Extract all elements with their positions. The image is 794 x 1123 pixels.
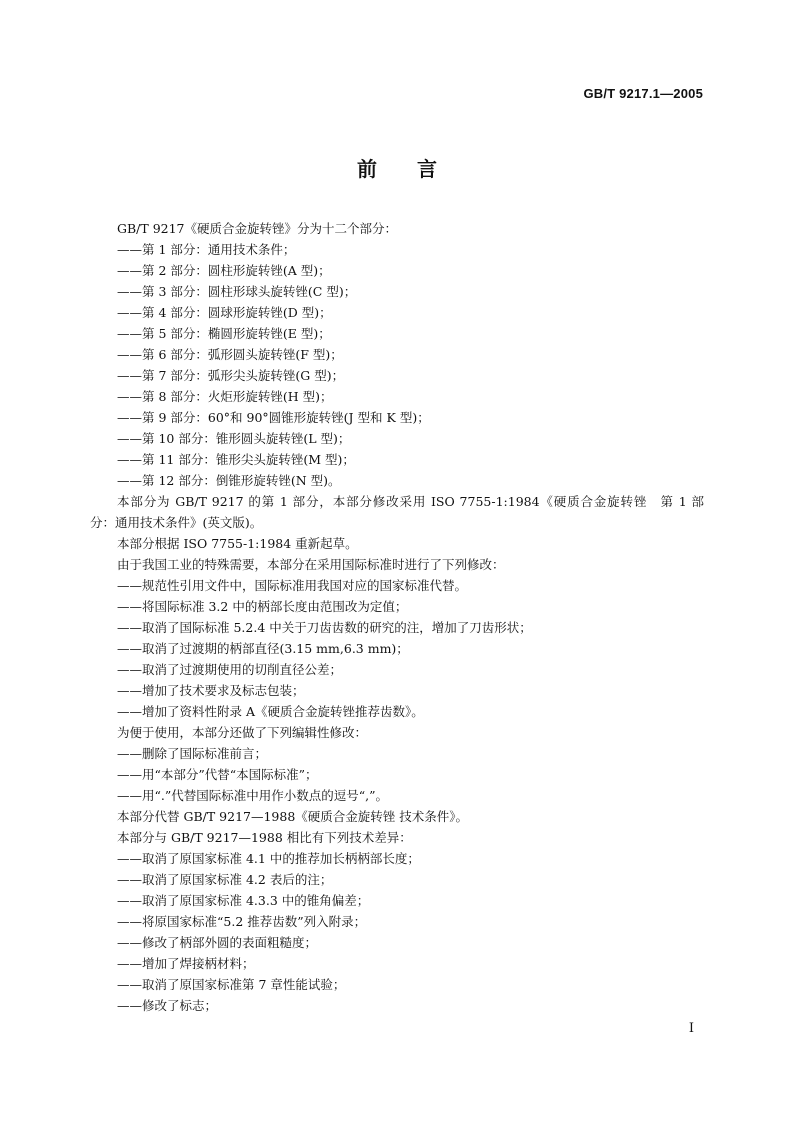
- list-item: ——第 1 部分：通用技术条件；: [117, 242, 296, 257]
- list-item: ——第 10 部分：锥形圆头旋转锉(L 型)；: [117, 431, 351, 446]
- list-item: ——取消了原国家标准第 7 章性能试验；: [117, 977, 346, 992]
- list-item: ——用“.”代替国际标准中用作小数点的逗号“,”。: [117, 788, 389, 803]
- paragraph-line: 本部分为 GB/T 9217 的第 1 部分，本部分修改采用 ISO 7755-1:1984《硬质合金旋转锉 第 1 部: [117, 494, 704, 509]
- list-item: ——将国际标准 3.2 中的柄部长度由范围改为定值；: [117, 599, 408, 614]
- list-item: ——规范性引用文件中，国际标准用我国对应的国家标准代替。: [117, 578, 468, 593]
- list-item: ——取消了原国家标准 4.1 中的推荐加长柄柄部长度；: [117, 851, 420, 866]
- list-item: ——取消了原国家标准 4.3.3 中的锥角偏差；: [117, 893, 370, 908]
- paragraph-line: 为便于使用，本部分还做了下列编辑性修改：: [117, 725, 368, 740]
- paragraph-line: 由于我国工业的特殊需要，本部分在采用国际标准时进行了下列修改：: [117, 557, 505, 572]
- list-item: ——修改了标志；: [117, 998, 218, 1013]
- list-item: ——取消了过渡期使用的切削直径公差；: [117, 662, 343, 677]
- list-item: ——增加了技术要求及标志包装；: [117, 683, 305, 698]
- list-item: ——第 12 部分：倒锥形旋转锉(N 型)。: [117, 473, 341, 488]
- list-item: ——第 7 部分：弧形尖头旋转锉(G 型)；: [117, 368, 345, 383]
- list-item: ——第 8 部分：火炬形旋转锉(H 型)；: [117, 389, 333, 404]
- list-item: ——将原国家标准“5.2 推荐齿数”列入附录；: [117, 914, 367, 929]
- page-number: I: [688, 1021, 694, 1036]
- list-item: ——删除了国际标准前言；: [117, 746, 268, 761]
- list-item: ——第 5 部分：椭圆形旋转锉(E 型)；: [117, 326, 331, 341]
- list-item: ——第 2 部分：圆柱形旋转锉(A 型)；: [117, 263, 331, 278]
- list-item: ——用“本部分”代替“本国际标准”；: [117, 767, 318, 782]
- paragraph-line: 分：通用技术条件》(英文版)。: [90, 515, 263, 530]
- list-item: ——取消了过渡期的柄部直径(3.15 mm,6.3 mm)；: [117, 641, 409, 656]
- list-item: ——修改了柄部外圆的表面粗糙度；: [117, 935, 318, 950]
- list-item: ——增加了焊接柄材料；: [117, 956, 255, 971]
- page-title: 前言: [357, 157, 477, 181]
- paragraph-line: 本部分代替 GB/T 9217—1988《硬质合金旋转锉 技术条件》。: [117, 809, 469, 824]
- document-body: [90, 218, 704, 1016]
- list-item: ——取消了国际标准 5.2.4 中关于刀齿齿数的研究的注，增加了刀齿形状；: [117, 620, 532, 635]
- list-item: ——第 11 部分：锥形尖头旋转锉(M 型)；: [117, 452, 355, 467]
- list-item: ——第 9 部分：60°和 90°圆锥形旋转锉(J 型和 K 型)；: [117, 410, 430, 425]
- list-item: ——第 4 部分：圆球形旋转锉(D 型)；: [117, 305, 332, 320]
- list-item: ——取消了原国家标准 4.2 表后的注；: [117, 872, 333, 887]
- paragraph-line: GB/T 9217《硬质合金旋转锉》分为十二个部分：: [117, 221, 398, 236]
- list-item: ——第 6 部分：弧形圆头旋转锉(F 型)；: [117, 347, 343, 362]
- list-item: ——第 3 部分：圆柱形球头旋转锉(C 型)；: [117, 284, 357, 299]
- paragraph-line: 本部分与 GB/T 9217—1988 相比有下列技术差异：: [117, 830, 412, 845]
- list-item: ——增加了资料性附录 A《硬质合金旋转锉推荐齿数》。: [117, 704, 424, 719]
- standard-code: GB/T 9217.1—2005: [583, 86, 703, 101]
- paragraph-line: 本部分根据 ISO 7755-1:1984 重新起草。: [117, 536, 358, 551]
